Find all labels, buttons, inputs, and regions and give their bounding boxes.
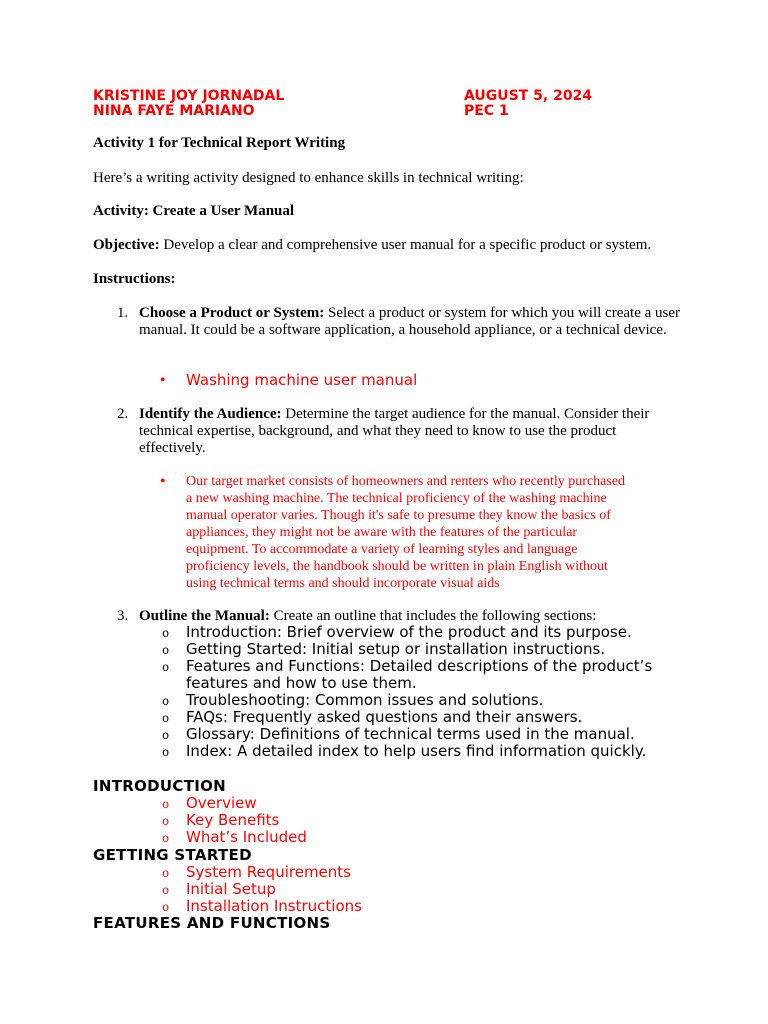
outline-item: Index: A detailed index to help users find information quickly. (186, 742, 647, 760)
instructions-heading: Instructions: (93, 271, 176, 287)
section-item: Overview (186, 794, 257, 812)
author-name-1: KRISTINE JOY JORNADAL (93, 88, 285, 104)
answer-line: Our target market consists of homeowners and renters who recently purchased (186, 474, 626, 489)
circle-bullet-icon: o (162, 627, 170, 641)
item-number: 1. (117, 305, 129, 321)
item-2-body: Determine the target audience for the manual. Consider their technical expertise, background, and what they need to know to use the product effectively. (139, 406, 650, 456)
item-number: 3. (117, 608, 129, 624)
circle-bullet-icon: o (162, 661, 170, 675)
circle-bullet-icon: o (162, 832, 170, 846)
section-item: What’s Included (186, 828, 307, 846)
item-2-label: Identify the Audience: (139, 406, 282, 422)
item-1-label: Choose a Product or System: (139, 305, 325, 321)
outline-item: Glossary: Definitions of technical terms used in the manual. (186, 725, 635, 743)
circle-bullet-icon: o (162, 901, 170, 915)
outline-item: Features and Functions: Detailed descriptions of the product’s (186, 657, 653, 675)
intro-paragraph: Here’s a writing activity designed to enhance skills in technical writing: (93, 170, 524, 186)
answer-line: using technical terms and should incorporate visual aids (186, 576, 500, 591)
outline-item: Introduction: Brief overview of the product and its purpose. (186, 623, 632, 641)
activity-heading: Activity: Create a User Manual (93, 203, 295, 219)
outline-item: Getting Started: Initial setup or installation instructions. (186, 640, 606, 658)
outline-item: Troubleshooting: Common issues and solutions. (186, 691, 544, 709)
item-1-body: Select a product or system for which you will create a user manual. It could be a software application, a household appliance, or a technical device. (139, 305, 680, 338)
item-3-body: Create an outline that includes the following sections: (269, 608, 597, 624)
section-item: Initial Setup (186, 880, 276, 898)
section-item: System Requirements (186, 863, 351, 881)
item-1-answer: Washing machine user manual (186, 371, 418, 389)
circle-bullet-icon: o (162, 798, 170, 812)
circle-bullet-icon: o (162, 729, 170, 743)
circle-bullet-icon: o (162, 695, 170, 709)
bullet-icon: • (160, 372, 166, 389)
document-title: Activity 1 for Technical Report Writing (93, 135, 346, 151)
circle-bullet-icon: o (162, 867, 170, 881)
answer-line: appliances, they might not be aware with the features of the particular (186, 525, 578, 540)
circle-bullet-icon: o (162, 712, 170, 726)
answer-line: equipment. To accommodate a variety of learning styles and language (186, 542, 578, 557)
section-heading-features-and-functions: FEATURES AND FUNCTIONS (93, 914, 331, 932)
item-2-text (139, 406, 684, 457)
bullet-icon: • (160, 473, 166, 490)
section-heading-introduction: INTRODUCTION (93, 777, 227, 795)
item-1-text (139, 305, 684, 339)
author-name-2: NINA FAYE MARIANO (93, 103, 255, 119)
outline-item-continued: features and how to use them. (186, 674, 417, 692)
answer-line: a new washing machine. The technical proficiency of the washing machine (186, 491, 607, 506)
circle-bullet-icon: o (162, 644, 170, 658)
header-class: PEC 1 (464, 103, 509, 119)
objective-label: Objective: (93, 237, 160, 253)
answer-line: proficiency levels, the handbook should be written in plain English without (186, 559, 608, 574)
section-heading-getting-started: GETTING STARTED (93, 846, 252, 864)
item-number: 2. (117, 406, 129, 422)
section-item: Key Benefits (186, 811, 280, 829)
section-item: Installation Instructions (186, 897, 362, 915)
objective-paragraph (93, 237, 683, 254)
objective-text: Develop a clear and comprehensive user manual for a specific product or system. (159, 237, 652, 253)
header-date: AUGUST 5, 2024 (464, 88, 593, 104)
answer-line: manual operator varies. Though it's safe to presume they know the basics of (186, 508, 611, 523)
circle-bullet-icon: o (162, 746, 170, 760)
item-2-answer (186, 473, 686, 592)
item-3-label: Outline the Manual: (139, 608, 270, 624)
outline-item: FAQs: Frequently asked questions and their answers. (186, 708, 583, 726)
circle-bullet-icon: o (162, 815, 170, 829)
circle-bullet-icon: o (162, 884, 170, 898)
